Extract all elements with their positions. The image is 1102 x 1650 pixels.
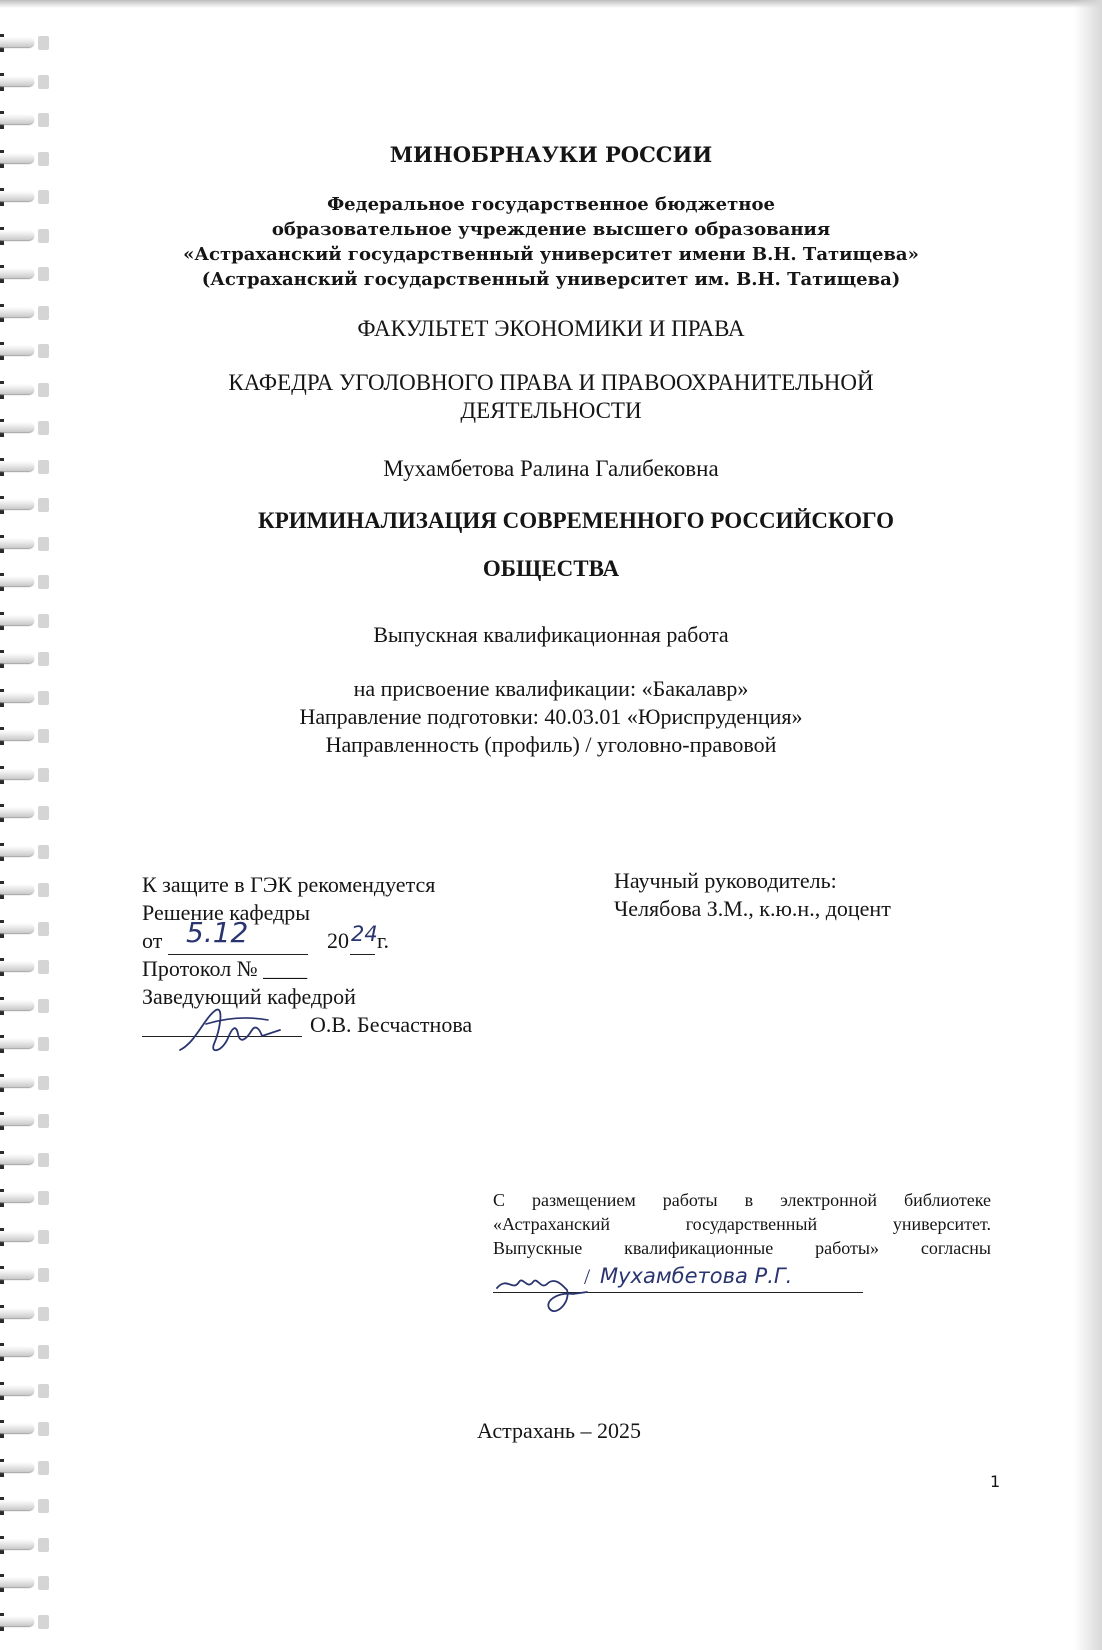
ministry-heading: МИНОБРНАУКИ РОССИИ [389, 142, 713, 167]
department-line-1: КАФЕДРА УГОЛОВНОГО ПРАВА И ПРАВООХРАНИТЕЛЬНОЙ [228, 370, 874, 395]
thesis-title-line-1: КРИМИНАЛИЗАЦИЯ СОВРЕМЕННОГО РОССИЙСКОГО [258, 508, 894, 533]
qualification-line-3: Направленность (профиль) / уголовно-правовой [325, 732, 777, 757]
work-type: Выпускная квалификационная работа [373, 622, 729, 647]
department-head-name: О.В. Бесчастнова [310, 1012, 473, 1037]
consent-line-2: «Астраханский государственный университет. [493, 1214, 991, 1234]
consent-signature [493, 1262, 593, 1322]
binding-ring [0, 1151, 54, 1169]
consent-line-1: С размещением работы в электронной библиотеке [493, 1190, 991, 1210]
binding-ring [0, 535, 54, 553]
institution-line-3: «Астраханский государственный университет имени В.Н. Татищева» [183, 244, 919, 265]
binding-ring [0, 111, 54, 129]
author-name: Мухамбетова Ралина Галибековна [383, 456, 719, 481]
binding-ring [0, 1035, 54, 1053]
defense-recommended: К защите в ГЭК рекомендуется [142, 872, 436, 897]
year-underline [350, 954, 375, 955]
handwritten-date: 5.12 [186, 916, 249, 949]
binding-ring [0, 920, 54, 938]
binding-ring [0, 342, 54, 360]
supervisor-name: Челябова З.М., к.ю.н., доцент [614, 896, 891, 921]
consent-slash: / [584, 1264, 591, 1289]
department-head-label: Заведующий кафедрой [142, 984, 356, 1009]
binding-ring [0, 1497, 54, 1515]
department-line-2: ДЕЯТЕЛЬНОСТИ [460, 398, 642, 423]
date-underline [168, 954, 308, 955]
binding-ring [0, 1343, 54, 1361]
defense-protocol: Протокол № ____ [142, 956, 308, 981]
binding-ring [0, 650, 54, 668]
binding-ring [0, 958, 54, 976]
defense-year-suffix: г. [377, 928, 390, 953]
binding-ring [0, 73, 54, 91]
binding-ring [0, 1536, 54, 1554]
binding-ring [0, 1613, 54, 1631]
binding-ring [0, 1112, 54, 1130]
page-number: 1 [990, 1472, 1001, 1491]
binding-ring [0, 1574, 54, 1592]
binding-ring [0, 1189, 54, 1207]
binding-ring [0, 1305, 54, 1323]
thesis-title-line-2: ОБЩЕСТВА [482, 556, 620, 581]
faculty-name: ФАКУЛЬТЕТ ЭКОНОМИКИ И ПРАВА [357, 316, 745, 341]
handwritten-consent-name: Мухамбетова Р.Г. [600, 1264, 793, 1288]
institution-line-1: Федеральное государственное бюджетное [327, 194, 775, 215]
defense-date-prefix: от [142, 928, 163, 953]
defense-decision: Решение кафедры [142, 900, 311, 925]
binding-ring [0, 1459, 54, 1477]
binding-ring [0, 1266, 54, 1284]
binding-ring [0, 1382, 54, 1400]
city-year: Астрахань – 2025 [477, 1418, 642, 1443]
binding-ring [0, 1074, 54, 1092]
binding-ring [0, 1420, 54, 1438]
defense-year-prefix: 20 [327, 928, 349, 953]
binding-ring [0, 997, 54, 1015]
binding-ring [0, 1228, 54, 1246]
consent-line-3: Выпускные квалификационные работы» согласны [493, 1238, 991, 1258]
qualification-line-1: на присвоение квалификации: «Бакалавр» [353, 676, 749, 701]
supervisor-label: Научный руководитель: [614, 868, 837, 893]
binding-ring [0, 766, 54, 784]
institution-line-2: образовательное учреждение высшего образования [271, 219, 831, 240]
handwritten-year: 24 [351, 922, 378, 946]
binding-ring [0, 34, 54, 52]
binding-ring [0, 881, 54, 899]
scan-top-shadow [0, 0, 1102, 8]
institution-line-4: (Астраханский государственный университет им. В.Н. Татищева) [201, 269, 901, 290]
binding-ring [0, 804, 54, 822]
head-signature [176, 1000, 286, 1060]
binding-ring [0, 843, 54, 861]
qualification-line-2: Направление подготовки: 40.03.01 «Юриспруденция» [299, 704, 803, 729]
